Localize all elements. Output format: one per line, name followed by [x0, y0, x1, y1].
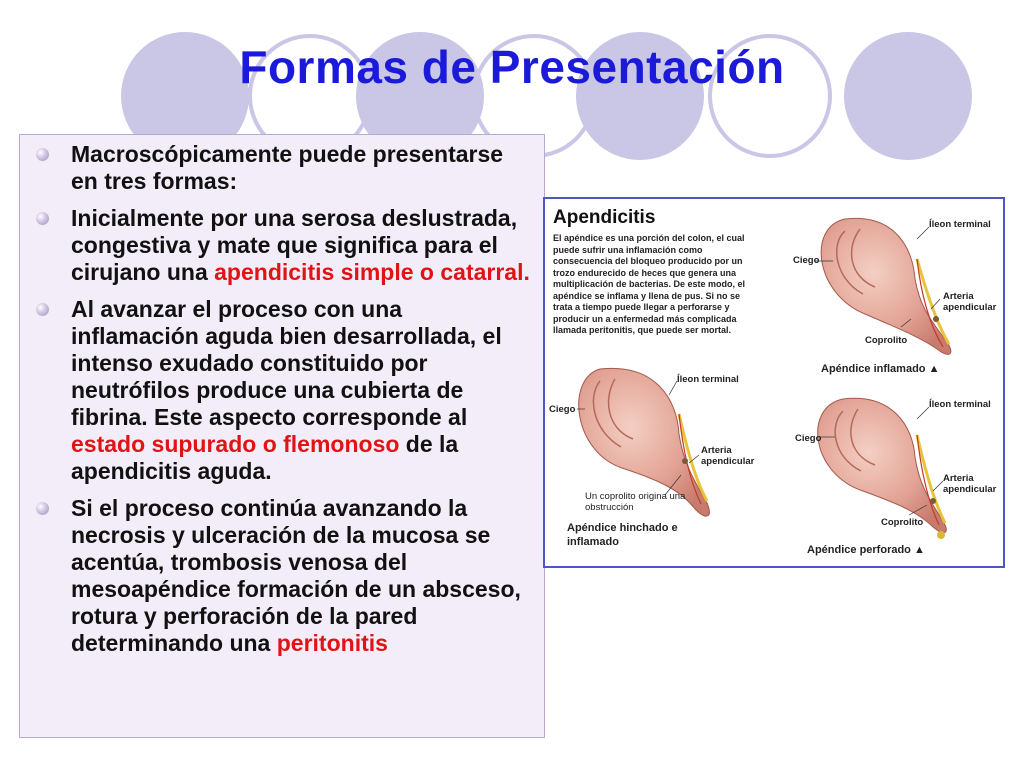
label-ciego: Ciego: [793, 255, 820, 266]
bullet-item: [34, 141, 534, 195]
label-apendicular: apendicular: [701, 456, 755, 467]
label-ciego: Ciego: [795, 433, 822, 444]
label-coprolito: Coprolito: [881, 517, 924, 528]
label-apendicular: apendicular: [943, 302, 997, 313]
bullet-text: Macroscópicamente puede presentarse en tres formas:: [71, 141, 504, 194]
highlight-text: estado supurado o flemonoso: [71, 431, 400, 457]
bullet-text: Inicialmente por una serosa deslustrada, congestiva y mate que significa para el cirujano una: [71, 205, 518, 285]
highlight-text: apendicitis simple o catarral.: [214, 259, 530, 285]
bullet-icon: [36, 148, 49, 161]
appendicitis-figure: [543, 197, 1005, 568]
bullet-list: [34, 141, 534, 667]
label-arteria: Arteria: [701, 445, 732, 456]
caption-inflamado: Apéndice inflamado ▲: [821, 363, 940, 375]
highlight-text: peritonitis: [276, 630, 388, 656]
arrow-icon: ▲: [913, 544, 925, 556]
slide-title: Formas de Presentación: [239, 41, 785, 93]
bullet-item: [34, 296, 534, 485]
bullet-item: [34, 205, 534, 286]
figure-description: El apéndice es una porción del colon, el cual puede sufrir una inflamación como consecuencia del bloqueo producido por un trozo endurecido de heces que genera una multiplicación de bacterias. De este modo, el apéndice se inflama y llena de pus. Si no se trata a tiempo puede llegar a perforarse y producir un a enfermedad más complicada llamada peritonitis, que puede ser mortal.: [553, 233, 746, 335]
bullet-text: Si el proceso continúa avanzando la necrosis y ulceración de la mucosa se acentúa, trombosis venosa del mesoapéndice formación de un absceso, rotura y perforación de la pared determinando una: [71, 495, 521, 656]
caption-hinchado: Apéndice hinchado e inflamado: [567, 522, 678, 548]
label-arteria: Arteria: [943, 473, 974, 484]
label-ileon: Íleon terminal: [929, 399, 991, 410]
figure-title: Apendicitis: [553, 207, 656, 228]
bullet-text-tail: de la apendicitis aguda.: [71, 431, 459, 484]
label-ileon: Íleon terminal: [677, 374, 739, 385]
label-coprolito-obstruccion: Un coprolito origina una obstrucción: [585, 491, 686, 513]
label-coprolito: Coprolito: [865, 335, 908, 346]
bullet-panel: [19, 134, 545, 738]
arrow-icon: ▲: [928, 363, 940, 375]
label-apendicular: apendicular: [943, 484, 997, 495]
caption-perforado: Apéndice perforado ▲: [807, 544, 925, 556]
bullet-item: [34, 495, 534, 657]
bullet-text: Al avanzar el proceso con una inflamación aguda bien desarrollada, el intenso exudado constituido por neutrófilos produce una cubierta de fibrina. Este aspecto corresponde al: [71, 296, 502, 430]
appendix-inflamed-drawing: [821, 218, 951, 354]
label-arteria: Arteria: [943, 291, 974, 302]
label-ciego: Ciego: [549, 404, 576, 415]
bullet-icon: [36, 212, 49, 225]
bullet-icon: [36, 303, 49, 316]
bullet-icon: [36, 502, 49, 515]
label-ileon: Íleon terminal: [929, 219, 991, 230]
